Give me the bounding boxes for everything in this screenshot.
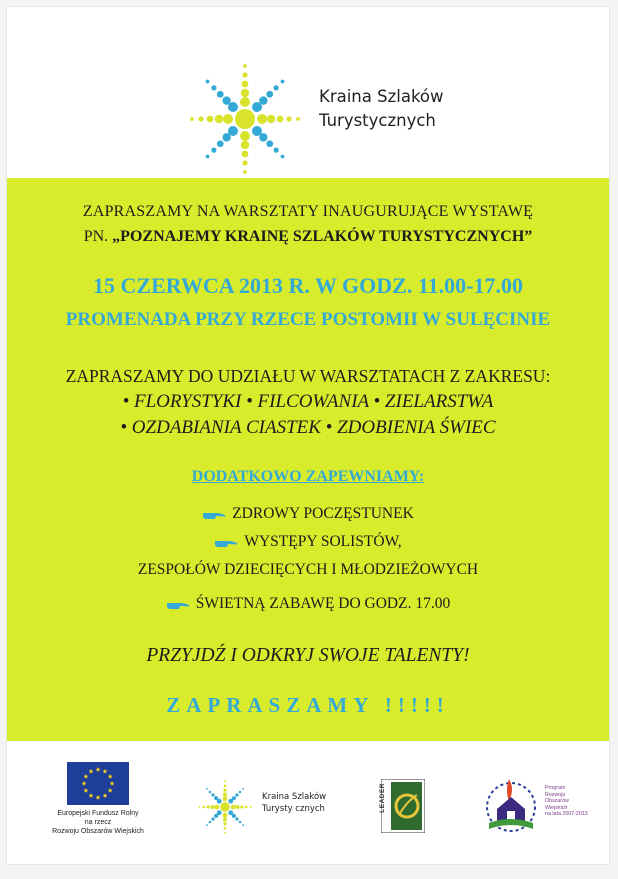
header bbox=[7, 7, 609, 178]
extra-item-fun bbox=[7, 595, 609, 613]
sun-ray-dot bbox=[239, 821, 242, 824]
eu-flag-icon bbox=[67, 762, 129, 805]
sun-ray-dot bbox=[241, 89, 249, 97]
sun-ray-dot bbox=[206, 155, 210, 159]
brand-line1: Kraina Szlaków bbox=[319, 87, 444, 106]
sun-ray-dot bbox=[222, 96, 230, 104]
sun-ray-dot bbox=[235, 817, 238, 820]
sun-ray-dot bbox=[232, 796, 236, 800]
sun-ray-dot bbox=[266, 91, 273, 98]
workshops-list-1: • FLORYSTYKI • FILCOWANIA • ZIELARSTWA bbox=[122, 391, 494, 412]
event-date: 15 CZERWCA 2013 R. W GODZ. 11.00-17.00 bbox=[93, 273, 523, 298]
sun-ray-dot bbox=[224, 827, 227, 830]
eafrd-line2: na rzecz bbox=[84, 819, 112, 826]
sun-ray-dot bbox=[232, 814, 236, 818]
sun-ray-dot bbox=[223, 822, 226, 825]
sun-ray-dot bbox=[242, 72, 247, 77]
leader-logo bbox=[381, 779, 425, 833]
sun-ray-dot bbox=[198, 806, 200, 808]
extra-item-performances-cont: ZESPOŁÓW DZIECIĘCYCH I MŁODZIEŻOWYCH bbox=[137, 561, 479, 578]
sun-ray-dot bbox=[241, 141, 249, 149]
prow-caption bbox=[545, 785, 588, 818]
sun-ray-dot bbox=[242, 151, 249, 158]
event-place: PROMENADA PRZY RZECE POSTOMII W SULĘCINIE bbox=[65, 309, 551, 330]
sun-ray-dot bbox=[211, 85, 216, 90]
sun-ray-dot bbox=[242, 788, 244, 790]
sun-ray-dot bbox=[214, 805, 219, 810]
sun-ray-dot bbox=[206, 80, 210, 84]
pointing-hand-icon bbox=[214, 536, 238, 548]
sun-ray-dot bbox=[242, 824, 244, 826]
sun-ray-dot bbox=[235, 793, 238, 796]
sun-ray-dot bbox=[223, 813, 228, 818]
intro-title-line bbox=[7, 228, 609, 246]
prow-line2: Rozwoju bbox=[545, 791, 566, 798]
sun-ray-dot bbox=[206, 824, 208, 826]
sun-ray-dot bbox=[243, 170, 247, 174]
intro-line: ZAPRASZAMY NA WARSZTATY INAUGURUJĄCE WYSTAWĘ bbox=[82, 203, 534, 220]
extra-item-3-text: ŚWIETNĄ ZABAWĘ DO GODZ. 17.00 bbox=[195, 595, 451, 612]
footer-brand-line1: Kraina Szlaków bbox=[262, 792, 327, 802]
sun-ray-dot bbox=[266, 140, 273, 147]
footer-brand-name bbox=[262, 791, 326, 815]
sun-ray-dot bbox=[223, 788, 226, 791]
sun-ray-dot bbox=[240, 805, 243, 808]
sun-ray-dot bbox=[274, 85, 279, 90]
sun-ray-dot bbox=[223, 796, 228, 801]
prow-program-logo-icon bbox=[479, 771, 543, 837]
sun-ray-dot bbox=[267, 115, 275, 123]
sun-ray-dot bbox=[242, 160, 247, 165]
sun-ray-dot bbox=[259, 96, 267, 104]
workshops-list-2: • OZDABIANIA CIASTEK • ZDOBIENIA ŚWIEC bbox=[120, 417, 496, 438]
kraina-sun-small-logo-icon bbox=[195, 777, 255, 837]
sun-ray-dot bbox=[296, 117, 300, 121]
extra-item-2-text: WYSTĘPY SOLISTÓW, bbox=[244, 533, 402, 550]
sun-ray-dot bbox=[211, 148, 216, 153]
sun-ray-dot bbox=[224, 784, 227, 787]
sun-ray-dot bbox=[281, 80, 285, 84]
sun-ray-dot bbox=[209, 821, 212, 824]
footer-brand-line2: Turysty cznych bbox=[262, 804, 325, 814]
brand-name bbox=[319, 85, 444, 133]
sun-ray-dot bbox=[198, 116, 203, 121]
sun-ray-dot bbox=[240, 97, 250, 107]
eafrd-line1: Europejski Fundusz Rolny bbox=[57, 810, 139, 817]
sun-ray-dot bbox=[206, 805, 209, 808]
exhibition-title: „POZNAJEMY KRAINĘ SZLAKÓW TURYSTYCZNYCH” bbox=[112, 228, 533, 245]
sun-ray-dot bbox=[223, 818, 227, 822]
sun-ray-dot bbox=[222, 133, 230, 141]
sun-ray-dot bbox=[217, 91, 224, 98]
sun-ray-dot bbox=[190, 117, 194, 121]
sun-ray-dot bbox=[211, 793, 214, 796]
sun-ray-dot bbox=[243, 64, 247, 68]
extra-item-refreshments bbox=[7, 505, 609, 523]
extra-item-1-text: ZDROWY POCZĘSTUNEK bbox=[232, 505, 414, 522]
prow-line5: na lata 2007-2013 bbox=[545, 811, 588, 818]
sun-ray-dot bbox=[240, 131, 250, 141]
sun-ray-dot bbox=[209, 791, 212, 794]
sun-ray-dot bbox=[214, 814, 218, 818]
sun-ray-dot bbox=[224, 832, 226, 834]
pointing-hand-icon bbox=[202, 508, 226, 520]
sun-ray-dot bbox=[211, 817, 214, 820]
sun-ray-dot bbox=[236, 805, 240, 809]
sun-ray-dot bbox=[207, 116, 214, 123]
leader-emblem-icon bbox=[381, 779, 425, 833]
extra-item-performances bbox=[7, 533, 609, 551]
sun-ray-dot bbox=[281, 155, 285, 159]
sun-ray-dot bbox=[242, 81, 249, 88]
sun-ray-dot bbox=[259, 133, 267, 141]
sun-ray-dot bbox=[274, 148, 279, 153]
poster-body bbox=[7, 178, 609, 741]
eafrd-caption bbox=[23, 809, 173, 836]
poster-page bbox=[6, 6, 610, 865]
brand-line2: Turystycznych bbox=[319, 111, 436, 130]
sun-ray-dot bbox=[210, 805, 214, 809]
prow-line3: Obszarów bbox=[545, 798, 569, 805]
workshops-intro: ZAPRASZAMY DO UDZIAŁU W WARSZTATACH Z ZAKRESU: bbox=[65, 366, 551, 386]
sun-ray-dot bbox=[214, 796, 218, 800]
extras-heading: DODATKOWO ZAPEWNIAMY: bbox=[191, 468, 425, 485]
sun-ray-dot bbox=[239, 791, 242, 794]
sun-ray-dot bbox=[202, 806, 205, 809]
sun-ray-dot bbox=[224, 780, 226, 782]
sun-ray-dot bbox=[223, 114, 233, 124]
slogan: PRZYJDŹ I ODKRYJ SWOJE TALENTY! bbox=[146, 645, 470, 666]
sun-ray-dot bbox=[286, 116, 291, 121]
intro-prefix: PN. bbox=[83, 228, 109, 245]
prow-line1: Program bbox=[545, 785, 566, 791]
sun-ray-dot bbox=[250, 806, 252, 808]
sun-ray-dot bbox=[215, 115, 223, 123]
sun-ray-dot bbox=[231, 805, 236, 810]
sun-ray-dot bbox=[257, 114, 267, 124]
closing-invitation: ZAPRASZAMY !!!!! bbox=[166, 693, 450, 717]
sun-ray-dot bbox=[206, 788, 208, 790]
sun-ray-dot bbox=[217, 140, 224, 147]
sun-ray-dot bbox=[277, 116, 284, 123]
prow-line4: Wiejskich bbox=[545, 804, 568, 811]
pointing-hand-icon bbox=[166, 598, 190, 610]
sun-ray-dot bbox=[245, 806, 248, 809]
sun-ray-dot bbox=[223, 792, 227, 796]
eafrd-line3: Rozwoju Obszarów Wiejskich bbox=[52, 828, 144, 835]
kraina-sun-logo-icon bbox=[183, 57, 307, 181]
sponsor-footer bbox=[7, 741, 609, 865]
leader-label: LEADER bbox=[379, 783, 386, 813]
